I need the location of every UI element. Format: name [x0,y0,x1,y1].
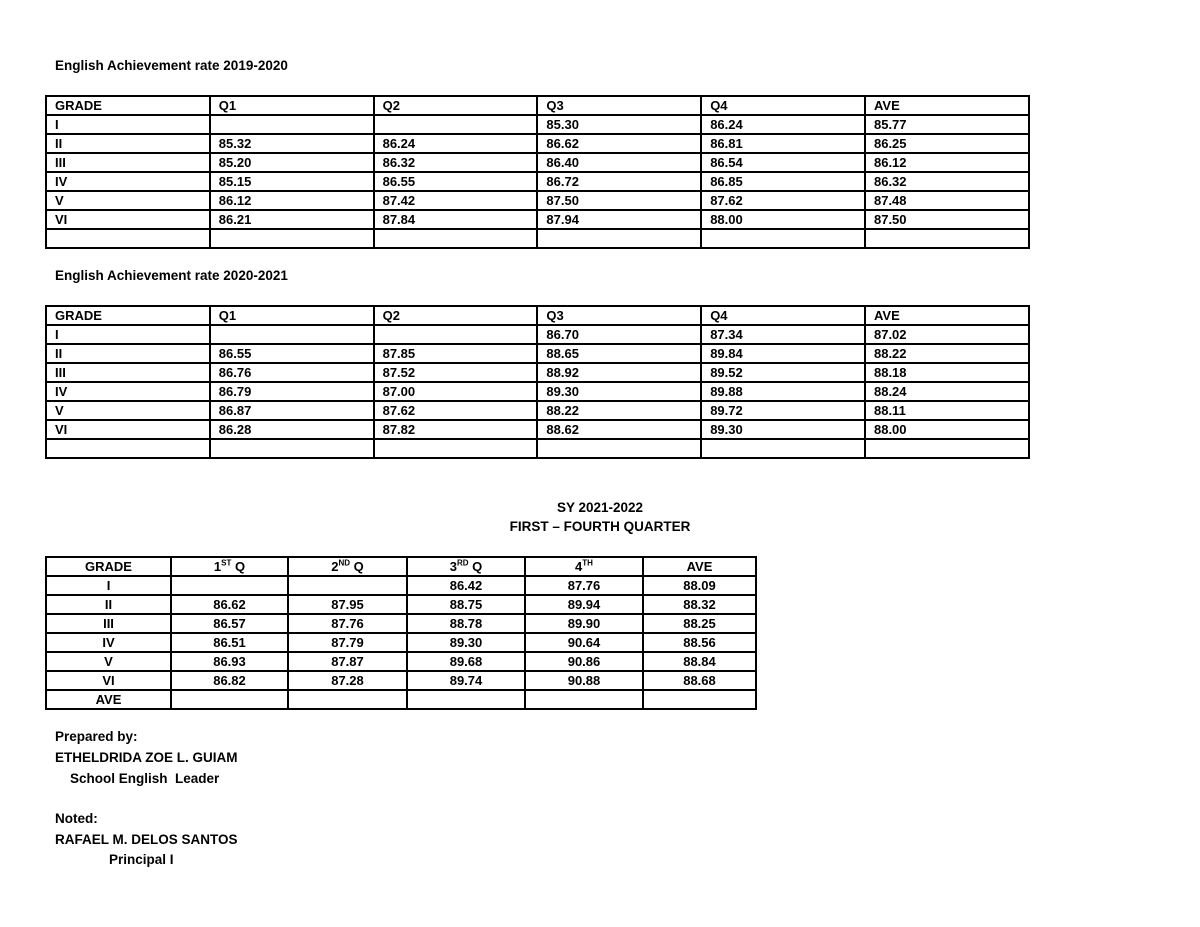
cell-q1: 85.32 [210,134,374,153]
table-row [46,210,1029,229]
cell-q4: 89.30 [701,420,865,439]
table-row [46,363,1029,382]
table-row [46,172,1029,191]
cell-ave: 88.09 [643,576,756,595]
cell-q1 [210,115,374,134]
cell-grade [46,439,210,458]
header-q1: Q1 [210,96,374,115]
cell-ave: 88.24 [865,382,1029,401]
header-q2: Q2 [374,96,538,115]
cell-q4: 86.24 [701,115,865,134]
cell-q2: 87.62 [374,401,538,420]
table-row [46,595,756,614]
cell-grade: AVE [46,690,171,709]
cell-q3: 88.62 [537,420,701,439]
cell-q2: 87.76 [288,614,407,633]
cell-q1: 86.28 [210,420,374,439]
cell-ave: 87.02 [865,325,1029,344]
cell-q3: 86.42 [407,576,525,595]
cell-q2: 87.52 [374,363,538,382]
cell-ave: 86.25 [865,134,1029,153]
quarter-title: FIRST – FOURTH QUARTER [509,519,691,534]
cell-q2 [374,325,538,344]
cell-ave [865,439,1029,458]
prepared-role: School English Leader [70,771,220,786]
cell-q3 [407,690,525,709]
cell-q3: 85.30 [537,115,701,134]
cell-q2: 86.24 [374,134,538,153]
cell-q1 [210,229,374,248]
noted-name: RAFAEL M. DELOS SANTOS [55,832,238,847]
cell-q1: 85.15 [210,172,374,191]
header-q3: 3RD Q [407,557,525,576]
cell-q3: 87.94 [537,210,701,229]
header-ave: AVE [865,306,1029,325]
cell-q3 [537,229,701,248]
cell-q4: 87.62 [701,191,865,210]
cell-q2: 87.00 [374,382,538,401]
cell-q1: 86.21 [210,210,374,229]
achievement-table-2020-2021 [45,305,1030,459]
cell-q3: 87.50 [537,191,701,210]
cell-q2: 87.79 [288,633,407,652]
table-row [46,614,756,633]
cell-q3: 89.30 [537,382,701,401]
sy-title: SY 2021-2022 [556,500,644,515]
cell-q3: 86.72 [537,172,701,191]
header-grade: GRADE [46,96,210,115]
cell-q2: 86.32 [374,153,538,172]
cell-q4: 87.34 [701,325,865,344]
cell-q3: 86.40 [537,153,701,172]
cell-q2 [288,690,407,709]
table-header-row [46,96,1029,115]
cell-q3: 86.62 [537,134,701,153]
table-row [46,576,756,595]
cell-q4 [701,229,865,248]
cell-ave: 88.84 [643,652,756,671]
table-row [46,382,1029,401]
cell-q2: 87.82 [374,420,538,439]
cell-q3: 88.65 [537,344,701,363]
cell-q2 [374,115,538,134]
achievement-table-2019-2020 [45,95,1030,249]
cell-q2: 86.55 [374,172,538,191]
cell-q4: 86.85 [701,172,865,191]
cell-q1: 86.51 [171,633,288,652]
cell-q1 [171,576,288,595]
table-row [46,229,1029,248]
cell-q4: 90.88 [525,671,643,690]
header-ave: AVE [643,557,756,576]
header-q3: Q3 [537,306,701,325]
cell-grade: VI [46,210,210,229]
header-grade: GRADE [46,557,171,576]
header-q3: Q3 [537,96,701,115]
cell-ave: 88.32 [643,595,756,614]
table-row [46,439,1029,458]
cell-grade: IV [46,382,210,401]
cell-q1: 86.62 [171,595,288,614]
cell-grade: V [46,401,210,420]
header-q4: Q4 [701,96,865,115]
cell-ave: 85.77 [865,115,1029,134]
cell-q4: 86.54 [701,153,865,172]
cell-q2: 87.28 [288,671,407,690]
cell-q3: 88.75 [407,595,525,614]
table-header-row [46,306,1029,325]
cell-q3 [537,439,701,458]
cell-q1: 86.87 [210,401,374,420]
cell-ave: 88.22 [865,344,1029,363]
table-row [46,420,1029,439]
cell-q1: 86.55 [210,344,374,363]
noted-label: Noted: [55,811,98,826]
cell-q2 [374,229,538,248]
cell-grade: VI [46,671,171,690]
cell-q1 [210,325,374,344]
cell-q2: 87.84 [374,210,538,229]
cell-q1: 86.79 [210,382,374,401]
table-row [46,191,1029,210]
cell-q2: 87.87 [288,652,407,671]
header-q4: 4TH [525,557,643,576]
table-row [46,401,1029,420]
cell-q1: 86.82 [171,671,288,690]
cell-q3: 88.92 [537,363,701,382]
cell-q3: 89.30 [407,633,525,652]
cell-q4: 89.84 [701,344,865,363]
cell-q4: 86.81 [701,134,865,153]
cell-grade: I [46,576,171,595]
cell-ave: 88.18 [865,363,1029,382]
table-header-row [46,557,756,576]
cell-grade: IV [46,172,210,191]
cell-q3: 88.22 [537,401,701,420]
cell-q4: 87.76 [525,576,643,595]
cell-grade: III [46,153,210,172]
cell-q4: 89.94 [525,595,643,614]
cell-ave: 88.00 [865,420,1029,439]
cell-grade: I [46,115,210,134]
cell-ave: 88.68 [643,671,756,690]
cell-q4: 90.64 [525,633,643,652]
cell-ave: 88.11 [865,401,1029,420]
table-row [46,652,756,671]
cell-grade: IV [46,633,171,652]
achievement-table-2021-2022 [45,556,757,710]
cell-grade: VI [46,420,210,439]
cell-q4 [701,439,865,458]
prepared-label: Prepared by: [55,729,138,744]
cell-ave: 86.32 [865,172,1029,191]
cell-ave: 86.12 [865,153,1029,172]
table-row [46,690,756,709]
table-row [46,115,1029,134]
table-row [46,325,1029,344]
cell-grade: V [46,191,210,210]
cell-q1: 86.76 [210,363,374,382]
cell-q3: 89.74 [407,671,525,690]
cell-q4: 88.00 [701,210,865,229]
cell-q3: 88.78 [407,614,525,633]
header-q2: 2ND Q [288,557,407,576]
table1-title: English Achievement rate 2019-2020 [55,58,288,73]
cell-q4 [525,690,643,709]
table-row [46,344,1029,363]
cell-q1: 86.57 [171,614,288,633]
header-q1: Q1 [210,306,374,325]
cell-q1: 86.93 [171,652,288,671]
cell-grade: II [46,595,171,614]
cell-q1 [210,439,374,458]
header-grade: GRADE [46,306,210,325]
cell-grade: II [46,134,210,153]
table-row [46,633,756,652]
table-row [46,671,756,690]
cell-q1: 86.12 [210,191,374,210]
cell-q2: 87.85 [374,344,538,363]
cell-grade [46,229,210,248]
cell-q3: 89.68 [407,652,525,671]
cell-q4: 89.88 [701,382,865,401]
prepared-name: ETHELDRIDA ZOE L. GUIAM [55,750,238,765]
cell-q2 [288,576,407,595]
cell-ave: 88.25 [643,614,756,633]
noted-role: Principal I [109,852,174,867]
header-q1: 1ST Q [171,557,288,576]
cell-q1 [171,690,288,709]
table2-title: English Achievement rate 2020-2021 [55,268,288,283]
header-q4: Q4 [701,306,865,325]
cell-q2 [374,439,538,458]
cell-ave: 87.48 [865,191,1029,210]
cell-ave [643,690,756,709]
cell-q4: 89.72 [701,401,865,420]
cell-q1: 85.20 [210,153,374,172]
cell-ave: 87.50 [865,210,1029,229]
cell-q4: 89.90 [525,614,643,633]
cell-grade: III [46,614,171,633]
cell-ave: 88.56 [643,633,756,652]
cell-q4: 90.86 [525,652,643,671]
cell-ave [865,229,1029,248]
cell-q4: 89.52 [701,363,865,382]
cell-grade: III [46,363,210,382]
cell-grade: I [46,325,210,344]
cell-grade: V [46,652,171,671]
table-row [46,153,1029,172]
table-row [46,134,1029,153]
header-ave: AVE [865,96,1029,115]
header-q2: Q2 [374,306,538,325]
cell-q2: 87.42 [374,191,538,210]
cell-q2: 87.95 [288,595,407,614]
cell-grade: II [46,344,210,363]
cell-q3: 86.70 [537,325,701,344]
